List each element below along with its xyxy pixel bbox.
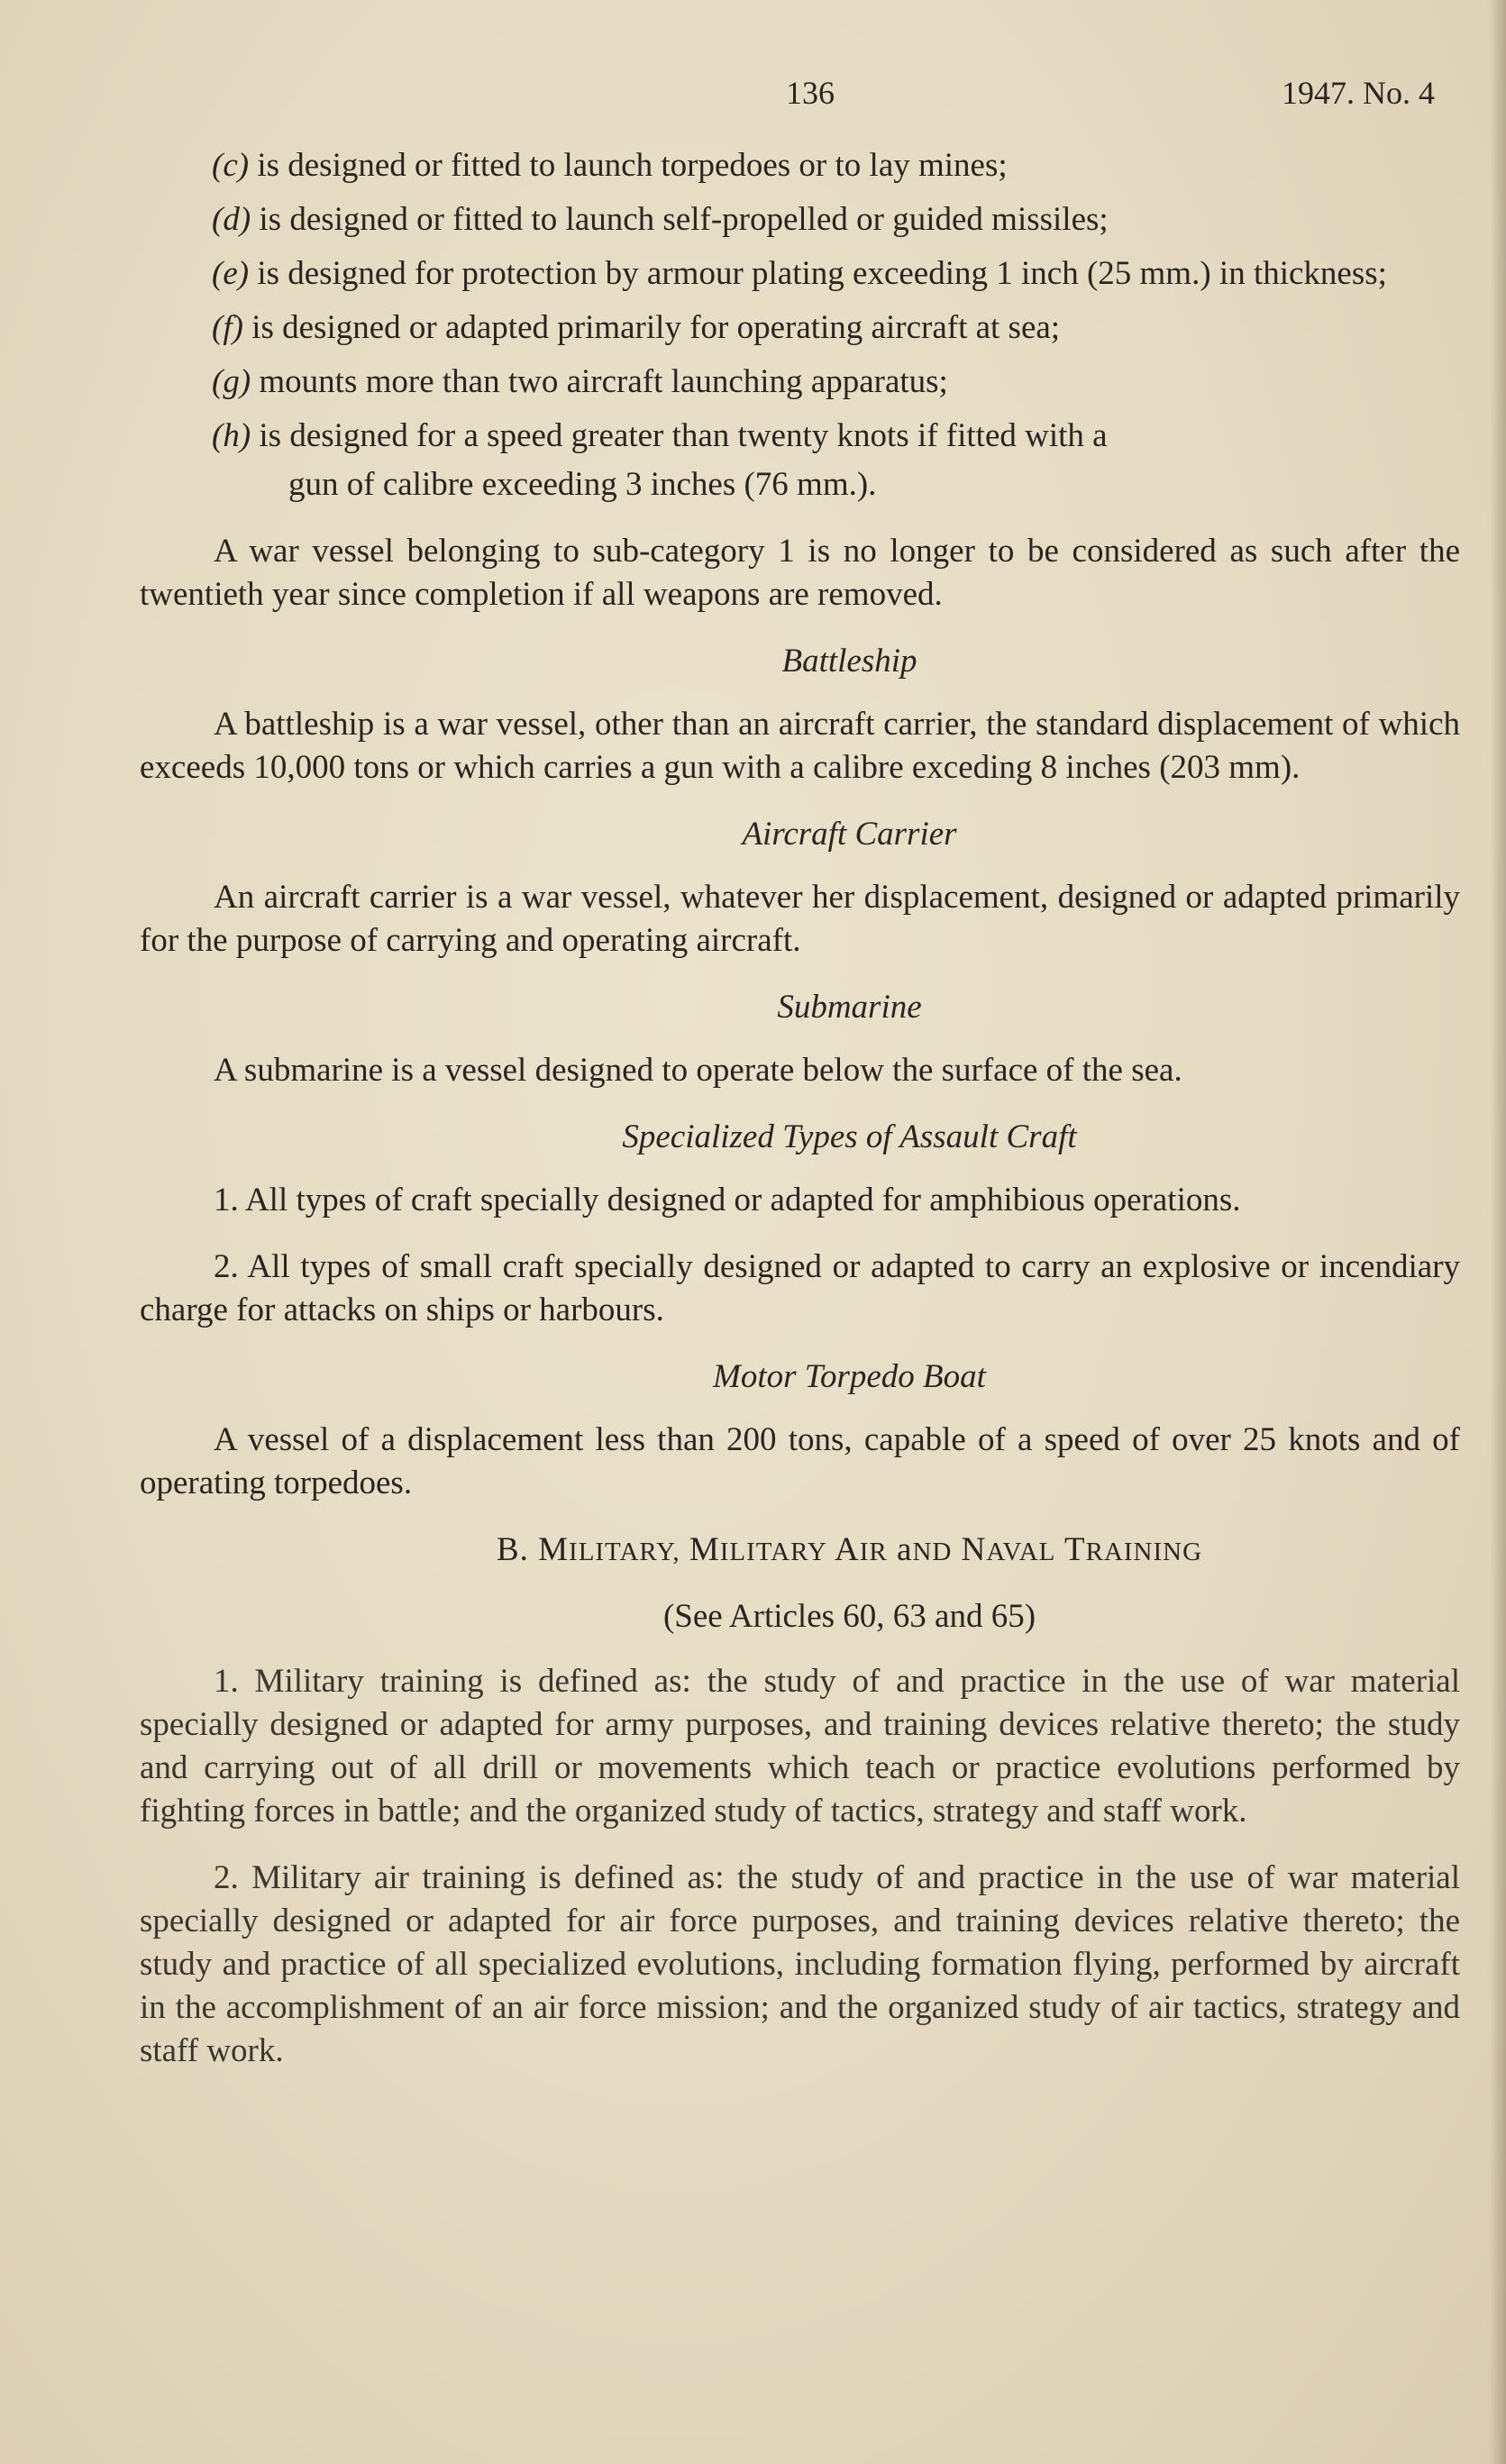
item-marker: (e) [212,255,250,292]
assault-craft-item-2: 2. All types of small craft specially designed or adapted to carry an explosive or incendiary charge for attacks on ships or harbours. [140,1248,1460,1328]
list-item-g [140,360,1460,404]
page-number: 136 [786,75,835,111]
item-marker: (c) [212,147,250,184]
submarine-definition: A submarine is a vessel designed to operate below the surface of the sea. [214,1052,1182,1089]
section-b-title-word: TRAINING [1064,1531,1203,1568]
section-b-title-word: MILITARY [689,1531,827,1568]
item-marker: (g) [212,363,251,400]
section-heading-motor-torpedo-boat: Motor Torpedo Boat [713,1358,986,1395]
item-text: is designed for a speed greater than twenty knots if fitted with a [259,417,1108,454]
item-marker: (h) [212,417,251,454]
battleship-definition: A battleship is a war vessel, other than an aircraft carrier, the standard displacement of which exceeds 10,000 tons or which carries a gun with a calibre exceding 8 inches (203 mm). [140,706,1460,786]
list-item-c [140,144,1460,187]
item-text: is designed for protection by armour plating exceeding 1 inch (25 mm.) in thickness; [257,255,1387,292]
item-text: is designed or fitted to launch self-propelled or guided missiles; [259,201,1109,238]
page-header [0,74,1506,119]
section-heading-aircraft-carrier: Aircraft Carrier [742,816,957,853]
list-item-h [140,415,1460,458]
section-b-title-word: MILITARY, [538,1531,680,1568]
section-heading-submarine: Submarine [777,989,922,1026]
section-b-letter: B. [496,1531,529,1568]
section-b-title-word: NAVAL [961,1531,1056,1568]
list-item-d [140,198,1460,242]
section-b-title-word: AIR [835,1531,888,1568]
war-vessel-note: A war vessel belonging to sub-category 1 is no longer to be considered as such after the twentieth year since completion if all weapons are removed. [140,533,1460,613]
list-item-f [140,306,1460,350]
aircraft-carrier-definition: An aircraft carrier is a war vessel, whatever her displacement, designed or adapted primarily for the purpose of carrying and operating aircraft. [140,879,1460,959]
military-training-definition: 1. Military training is defined as: the study of and practice in the use of war material specially designed or adapted for army purposes, and training devices relative thereto; the study and carrying out of all drill or movements which teach or practice evolutions performed by fighting forces in battle; and the organized study of tactics, strategy and staff work. [140,1663,1460,1830]
section-b-subtitle: (See Articles 60, 63 and 65) [662,1598,1036,1635]
document-reference: 1947. No. 4 [1282,75,1435,111]
item-marker: (d) [212,201,251,238]
page-edge-shadow [1490,0,1506,2464]
military-air-training-definition: 2. Military air training is defined as: the study of and practice in the use of war material specially designed or adapted for air force purposes, and training devices relative thereto; the study and practice of all specialized evolutions, including formation flying, performed by aircraft in the accomplishment of an air force mission; and the organized study of air tactics, strategy and staff work. [140,1859,1460,2069]
section-heading-battleship: Battleship [781,643,917,680]
motor-torpedo-boat-definition: A vessel of a displacement less than 200 tons, capable of a speed of over 25 knots and of operating torpedoes. [140,1421,1460,1501]
section-b-title-word: aND [897,1531,953,1568]
assault-craft-item-1: 1. All types of craft specially designed or adapted for amphibious operations. [214,1182,1241,1218]
page-body [140,144,1460,2096]
item-marker: (f) [212,309,243,346]
section-b-heading [140,1529,1460,1574]
list-item-e [140,252,1460,296]
item-text: is designed or fitted to launch torpedoes or to lay mines; [257,147,1008,184]
section-heading-assault-craft: Specialized Types of Assault Craft [622,1118,1077,1155]
item-text: is designed or adapted primarily for operating aircraft at sea; [251,309,1061,346]
item-h-continuation: gun of calibre exceeding 3 inches (76 mm.). [288,466,877,503]
item-text: mounts more than two aircraft launching apparatus; [259,363,948,400]
